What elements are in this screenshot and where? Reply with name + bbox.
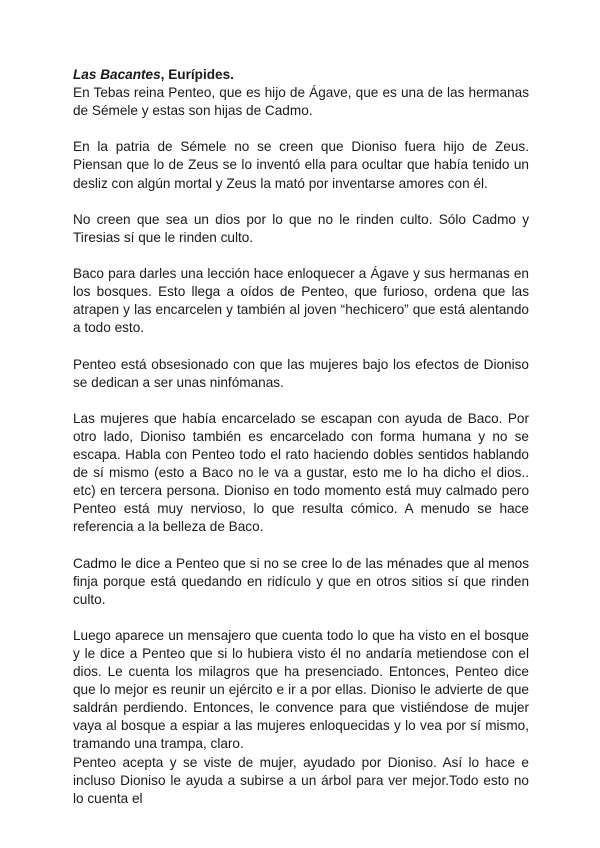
paragraph-2: En la patria de Sémele no se creen que Dioniso fuera hijo de Zeus. Piensan que lo de Zeus se lo inventó ella para ocultar que había tenido un desliz con algún mortal y Zeus la mató por inventarse amores con él. — [73, 139, 529, 191]
paragraph-4: Baco para darles una lección hace enloquecer a Ágave y sus hermanas en los bosques. Esto llega a oídos de Penteo, que furioso, ordena que las atrapen y las encarcelen y también al joven “hechicero” que está alentando a todo esto. — [73, 266, 529, 336]
title-work: Las Bacantes — [73, 67, 161, 82]
document-page — [73, 66, 529, 808]
paragraph-7: Cadmo le dice a Penteo que si no se cree lo de las ménades que al menos finja porque está quedando en ridículo y que en otros sitios sí que rinden culto. — [73, 555, 529, 607]
paragraph-1: En Tebas reina Penteo, que es hijo de Ágave, que es una de las hermanas de Sémele y estas son hijas de Cadmo. — [73, 85, 529, 119]
paragraph-5: Penteo está obsesionado con que las mujeres bajo los efectos de Dioniso se dedican a ser unas ninfómanas. — [73, 356, 529, 390]
document-title — [73, 66, 529, 84]
paragraph-8: Luego aparece un mensajero que cuenta todo lo que ha visto en el bosque y le dice a Penteo que si lo hubiera visto él no andaría metiendose con el dios. Le cuenta los milagros que ha presenciado. Entonces, Penteo dice que lo mejor es reunir un ejército e ir a por ellas. Dioniso le advierte de que saldrán perdiendo. Entonces, le convence para que vistiéndose de mujer vaya al bosque a espiar a las mujeres enloquecidas y lo vea por sí mismo, tramando una trampa, claro. — [73, 627, 529, 752]
paragraph-6: Las mujeres que había encarcelado se escapan con ayuda de Baco. Por otro lado, Dioniso también es encarcelado con forma humana y no se escapa. Habla con Penteo todo el rato haciendo dobles sentidos hablando de sí mismo (esto a Baco no le va a gustar, esto me lo ha dicho el dios.. etc) en tercera persona. Dioniso en todo momento está muy calmado pero Penteo está muy nervioso, lo que resulta cómico. A menudo se hace referencia a la belleza de Baco. — [73, 410, 529, 535]
paragraph-3: No creen que sea un dios por lo que no le rinden culto. Sólo Cadmo y Tiresias sí que le rinden culto. — [73, 211, 529, 245]
title-author: , Eurípides. — [160, 67, 234, 82]
paragraph-9: Penteo acepta y se viste de mujer, ayudado por Dioniso. Así lo hace e incluso Dioniso le ayuda a subirse a un árbol para ver mejor.Todo esto no lo cuenta el — [73, 754, 529, 806]
